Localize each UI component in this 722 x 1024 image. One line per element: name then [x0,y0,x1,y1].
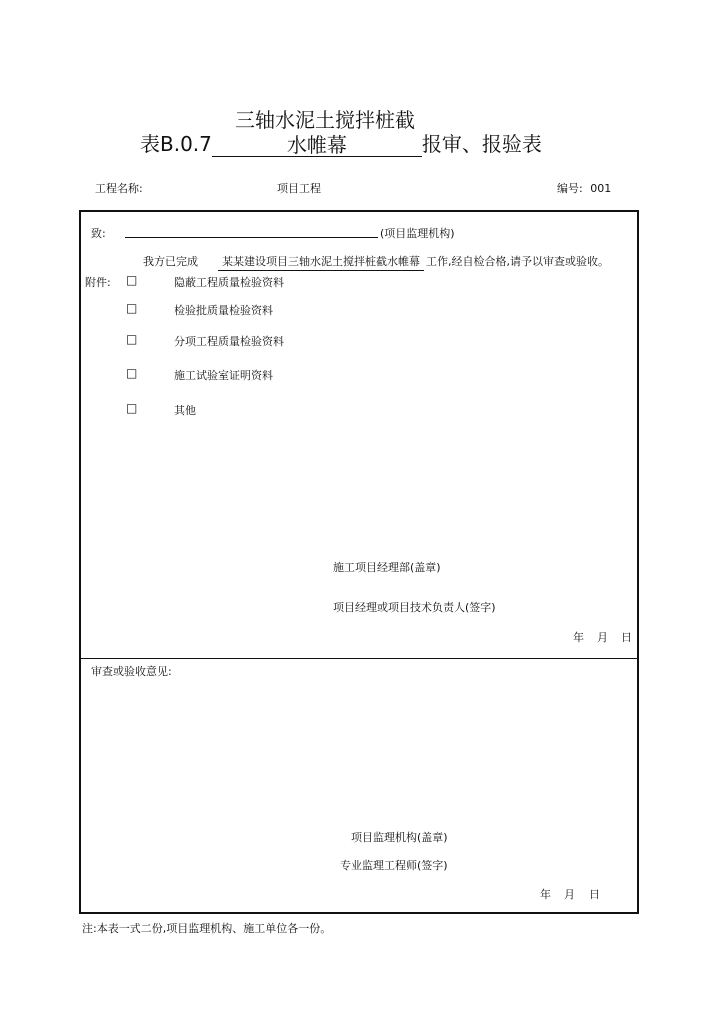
submission-section [79,210,639,658]
attachment-item: 施工试验室证明资料 [174,369,273,382]
complete-work-value: 某某建设项目三轴水泥土搅拌桩截水帷幕 [218,253,424,271]
contractor-stamp: 施工项目经理部(盖章) [333,561,441,574]
attachment-item: 分项工程质量检验资料 [174,335,284,348]
attachment-item: 其他 [174,404,196,417]
to-org-blank [125,237,378,238]
form-title-fill: 水帷幕 [212,134,422,157]
project-name-value: 项目工程 [277,182,321,195]
supervisor-stamp: 项目监理机构(盖章) [351,831,448,844]
complete-suffix: 工作,经自检合格,请予以审查或验收。 [426,255,609,268]
form-title-line1: 三轴水泥土搅拌桩截 [235,108,415,132]
serial-number-label: 编号: [557,182,583,195]
date-year: 年 [573,631,584,644]
attachment-item: 检验批质量检验资料 [174,304,273,317]
to-label: 致: [91,227,106,240]
serial-number [557,180,611,196]
footnote: 注:本表一式二份,项目监理机构、施工单位各一份。 [82,922,332,935]
date-month: 月 [597,631,608,644]
checkbox-1[interactable]: □ [126,273,138,287]
attachment-item: 隐蔽工程质量检验资料 [174,276,284,289]
checkbox-4[interactable]: □ [126,366,138,380]
complete-prefix: 我方已完成 [143,255,198,268]
date-year: 年 [540,888,551,901]
opinion-label: 审查或验收意见: [91,665,172,678]
engineer-signature: 专业监理工程师(签字) [340,859,448,872]
attachments-label: 附件: [85,276,111,289]
date-day: 日 [621,631,632,644]
checkbox-3[interactable]: □ [126,332,138,346]
checkbox-5[interactable]: □ [126,401,138,415]
manager-signature: 项目经理或项目技术负责人(签字) [333,601,496,614]
project-name-label: 工程名称: [95,182,143,195]
form-title-suffix: 报审、报验表 [421,132,542,156]
review-section [79,658,639,914]
to-org-hint: (项目监理机构) [380,227,455,240]
form-title-line2 [140,128,542,157]
date-day: 日 [589,888,600,901]
form-number: 表B.0.7 [140,132,212,156]
date-month: 月 [564,888,575,901]
checkbox-2[interactable]: □ [126,301,138,315]
serial-number-value: 001 [590,182,612,195]
